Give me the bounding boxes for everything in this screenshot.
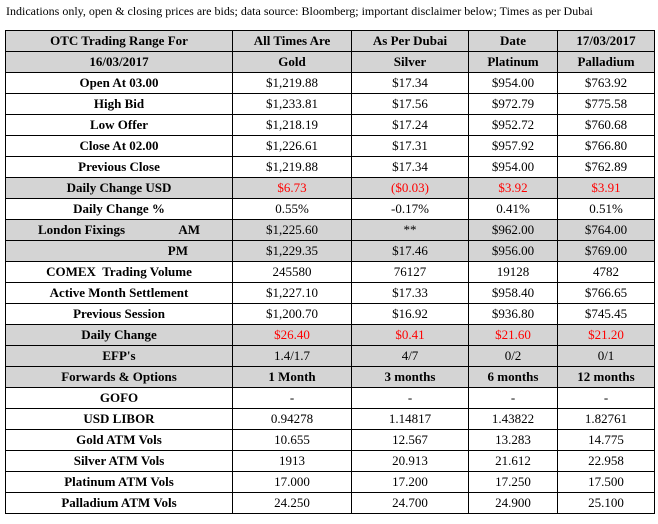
table-cell: 17.500 <box>558 472 655 493</box>
table-cell: 13.283 <box>469 430 558 451</box>
table-cell: 17.200 <box>352 472 469 493</box>
table-cell: 14.775 <box>558 430 655 451</box>
table-cell: 1.43822 <box>469 409 558 430</box>
table-cell: $21.20 <box>558 325 655 346</box>
table-row-london-am <box>6 220 655 241</box>
table-cell: 1 Month <box>233 367 352 388</box>
table-cell: $21.60 <box>469 325 558 346</box>
header-cell: Gold <box>233 52 352 73</box>
table-row-close <box>6 136 655 157</box>
table-cell: $17.33 <box>352 283 469 304</box>
table-row-palladium-atm-vols <box>6 493 655 514</box>
table-cell: $775.58 <box>558 94 655 115</box>
table-cell: 3 months <box>352 367 469 388</box>
header-cell: 17/03/2017 <box>558 31 655 52</box>
table-cell: 1.82761 <box>558 409 655 430</box>
row-label: Daily Change <box>6 325 233 346</box>
table-row-usd-libor <box>6 409 655 430</box>
table-cell: - <box>233 388 352 409</box>
row-label: Forwards & Options <box>6 367 233 388</box>
row-label: Previous Close <box>6 157 233 178</box>
table-row-gofo <box>6 388 655 409</box>
row-label: Daily Change USD <box>6 178 233 199</box>
table-cell: $956.00 <box>469 241 558 262</box>
table-cell: $1,218.19 <box>233 115 352 136</box>
table-cell: $16.92 <box>352 304 469 325</box>
table-cell: - <box>352 388 469 409</box>
table-cell: $745.45 <box>558 304 655 325</box>
table-cell: $17.24 <box>352 115 469 136</box>
table-row-silver-atm-vols <box>6 451 655 472</box>
header-row-1 <box>6 31 655 52</box>
row-label: Platinum ATM Vols <box>6 472 233 493</box>
row-label: GOFO <box>6 388 233 409</box>
header-row-2 <box>6 52 655 73</box>
table-cell: $17.34 <box>352 157 469 178</box>
row-label <box>6 241 233 262</box>
table-cell: 0/1 <box>558 346 655 367</box>
table-cell: $1,226.61 <box>233 136 352 157</box>
row-label: Daily Change % <box>6 199 233 220</box>
table-cell: 24.900 <box>469 493 558 514</box>
table-cell: 22.958 <box>558 451 655 472</box>
table-row-london-pm <box>6 241 655 262</box>
table-cell: $972.79 <box>469 94 558 115</box>
table-cell: 245580 <box>233 262 352 283</box>
table-cell: $1,233.81 <box>233 94 352 115</box>
header-cell: 16/03/2017 <box>6 52 233 73</box>
table-cell: 4782 <box>558 262 655 283</box>
table-cell: $936.80 <box>469 304 558 325</box>
table-cell: $954.00 <box>469 157 558 178</box>
table-cell: 1913 <box>233 451 352 472</box>
table-cell: $954.00 <box>469 73 558 94</box>
table-cell: $762.89 <box>558 157 655 178</box>
table-cell: $1,227.10 <box>233 283 352 304</box>
table-cell: 17.250 <box>469 472 558 493</box>
pm-label: PM <box>167 243 188 258</box>
table-cell: 0.51% <box>558 199 655 220</box>
table-row-low <box>6 115 655 136</box>
table-cell: 0.55% <box>233 199 352 220</box>
row-label <box>6 220 233 241</box>
table-cell: 19128 <box>469 262 558 283</box>
table-row-active-month <box>6 283 655 304</box>
table-cell: $957.92 <box>469 136 558 157</box>
table-cell: $763.92 <box>558 73 655 94</box>
table-cell: - <box>558 388 655 409</box>
table-row-daily-change-pct <box>6 199 655 220</box>
table-cell: 21.612 <box>469 451 558 472</box>
table-cell: 10.655 <box>233 430 352 451</box>
table-row-previous-close <box>6 157 655 178</box>
otc-trading-range-table <box>5 30 655 514</box>
table-cell: 12.567 <box>352 430 469 451</box>
table-cell: $769.00 <box>558 241 655 262</box>
row-label: EFP's <box>6 346 233 367</box>
row-label: Low Offer <box>6 115 233 136</box>
table-row-forwards-options <box>6 367 655 388</box>
header-cell: Palladium <box>558 52 655 73</box>
table-cell: 0.94278 <box>233 409 352 430</box>
table-cell: $1,200.70 <box>233 304 352 325</box>
table-cell: $952.72 <box>469 115 558 136</box>
table-cell: 1.14817 <box>352 409 469 430</box>
table-cell: $766.65 <box>558 283 655 304</box>
table-cell: 1.4/1.7 <box>233 346 352 367</box>
row-label: Silver ATM Vols <box>6 451 233 472</box>
table-cell: $760.68 <box>558 115 655 136</box>
table-cell: $17.31 <box>352 136 469 157</box>
table-cell: 76127 <box>352 262 469 283</box>
table-cell: $1,219.88 <box>233 157 352 178</box>
row-label: Close At 02.00 <box>6 136 233 157</box>
table-row-open <box>6 73 655 94</box>
table-cell: 24.250 <box>233 493 352 514</box>
table-cell: $766.80 <box>558 136 655 157</box>
table-cell: ($0.03) <box>352 178 469 199</box>
table-cell: $1,229.35 <box>233 241 352 262</box>
table-row-daily-change-usd <box>6 178 655 199</box>
header-cell: All Times Are <box>233 31 352 52</box>
table-cell: 0/2 <box>469 346 558 367</box>
row-label: Gold ATM Vols <box>6 430 233 451</box>
table-cell: $3.92 <box>469 178 558 199</box>
table-cell: $17.56 <box>352 94 469 115</box>
table-cell: $0.41 <box>352 325 469 346</box>
table-cell: $17.46 <box>352 241 469 262</box>
row-label: Palladium ATM Vols <box>6 493 233 514</box>
row-label: Previous Session <box>6 304 233 325</box>
table-row-previous-session <box>6 304 655 325</box>
table-cell: $764.00 <box>558 220 655 241</box>
table-cell: $958.40 <box>469 283 558 304</box>
table-cell: $1,219.88 <box>233 73 352 94</box>
table-row-platinum-atm-vols <box>6 472 655 493</box>
table-cell: 25.100 <box>558 493 655 514</box>
table-cell: 20.913 <box>352 451 469 472</box>
table-cell: -0.17% <box>352 199 469 220</box>
row-label: USD LIBOR <box>6 409 233 430</box>
table-row-high <box>6 94 655 115</box>
table-cell: 24.700 <box>352 493 469 514</box>
table-row-daily-change <box>6 325 655 346</box>
table-row-efp <box>6 346 655 367</box>
table-cell: - <box>469 388 558 409</box>
table-cell: $6.73 <box>233 178 352 199</box>
table-cell: ** <box>352 220 469 241</box>
table-cell: 0.41% <box>469 199 558 220</box>
table-row-comex <box>6 262 655 283</box>
table-cell: $17.34 <box>352 73 469 94</box>
london-fixings-label: London Fixings <box>38 222 126 237</box>
row-label: Open At 03.00 <box>6 73 233 94</box>
header-cell: Platinum <box>469 52 558 73</box>
header-cell: Date <box>469 31 558 52</box>
row-label: Active Month Settlement <box>6 283 233 304</box>
table-cell: 12 months <box>558 367 655 388</box>
table-cell: 4/7 <box>352 346 469 367</box>
disclaimer-note: Indications only, open & closing prices are bids; data source: Bloomberg; important disclaimer below; Times as per Dubai <box>6 4 593 18</box>
table-cell: 17.000 <box>233 472 352 493</box>
table-cell: $962.00 <box>469 220 558 241</box>
table-cell: $1,225.60 <box>233 220 352 241</box>
table-cell: 6 months <box>469 367 558 388</box>
table-row-gold-atm-vols <box>6 430 655 451</box>
row-label: High Bid <box>6 94 233 115</box>
table-cell: $3.91 <box>558 178 655 199</box>
header-cell: Silver <box>352 52 469 73</box>
header-cell: As Per Dubai <box>352 31 469 52</box>
table-cell: $26.40 <box>233 325 352 346</box>
am-label: AM <box>178 222 200 237</box>
row-label: COMEX Trading Volume <box>6 262 233 283</box>
header-cell: OTC Trading Range For <box>6 31 233 52</box>
